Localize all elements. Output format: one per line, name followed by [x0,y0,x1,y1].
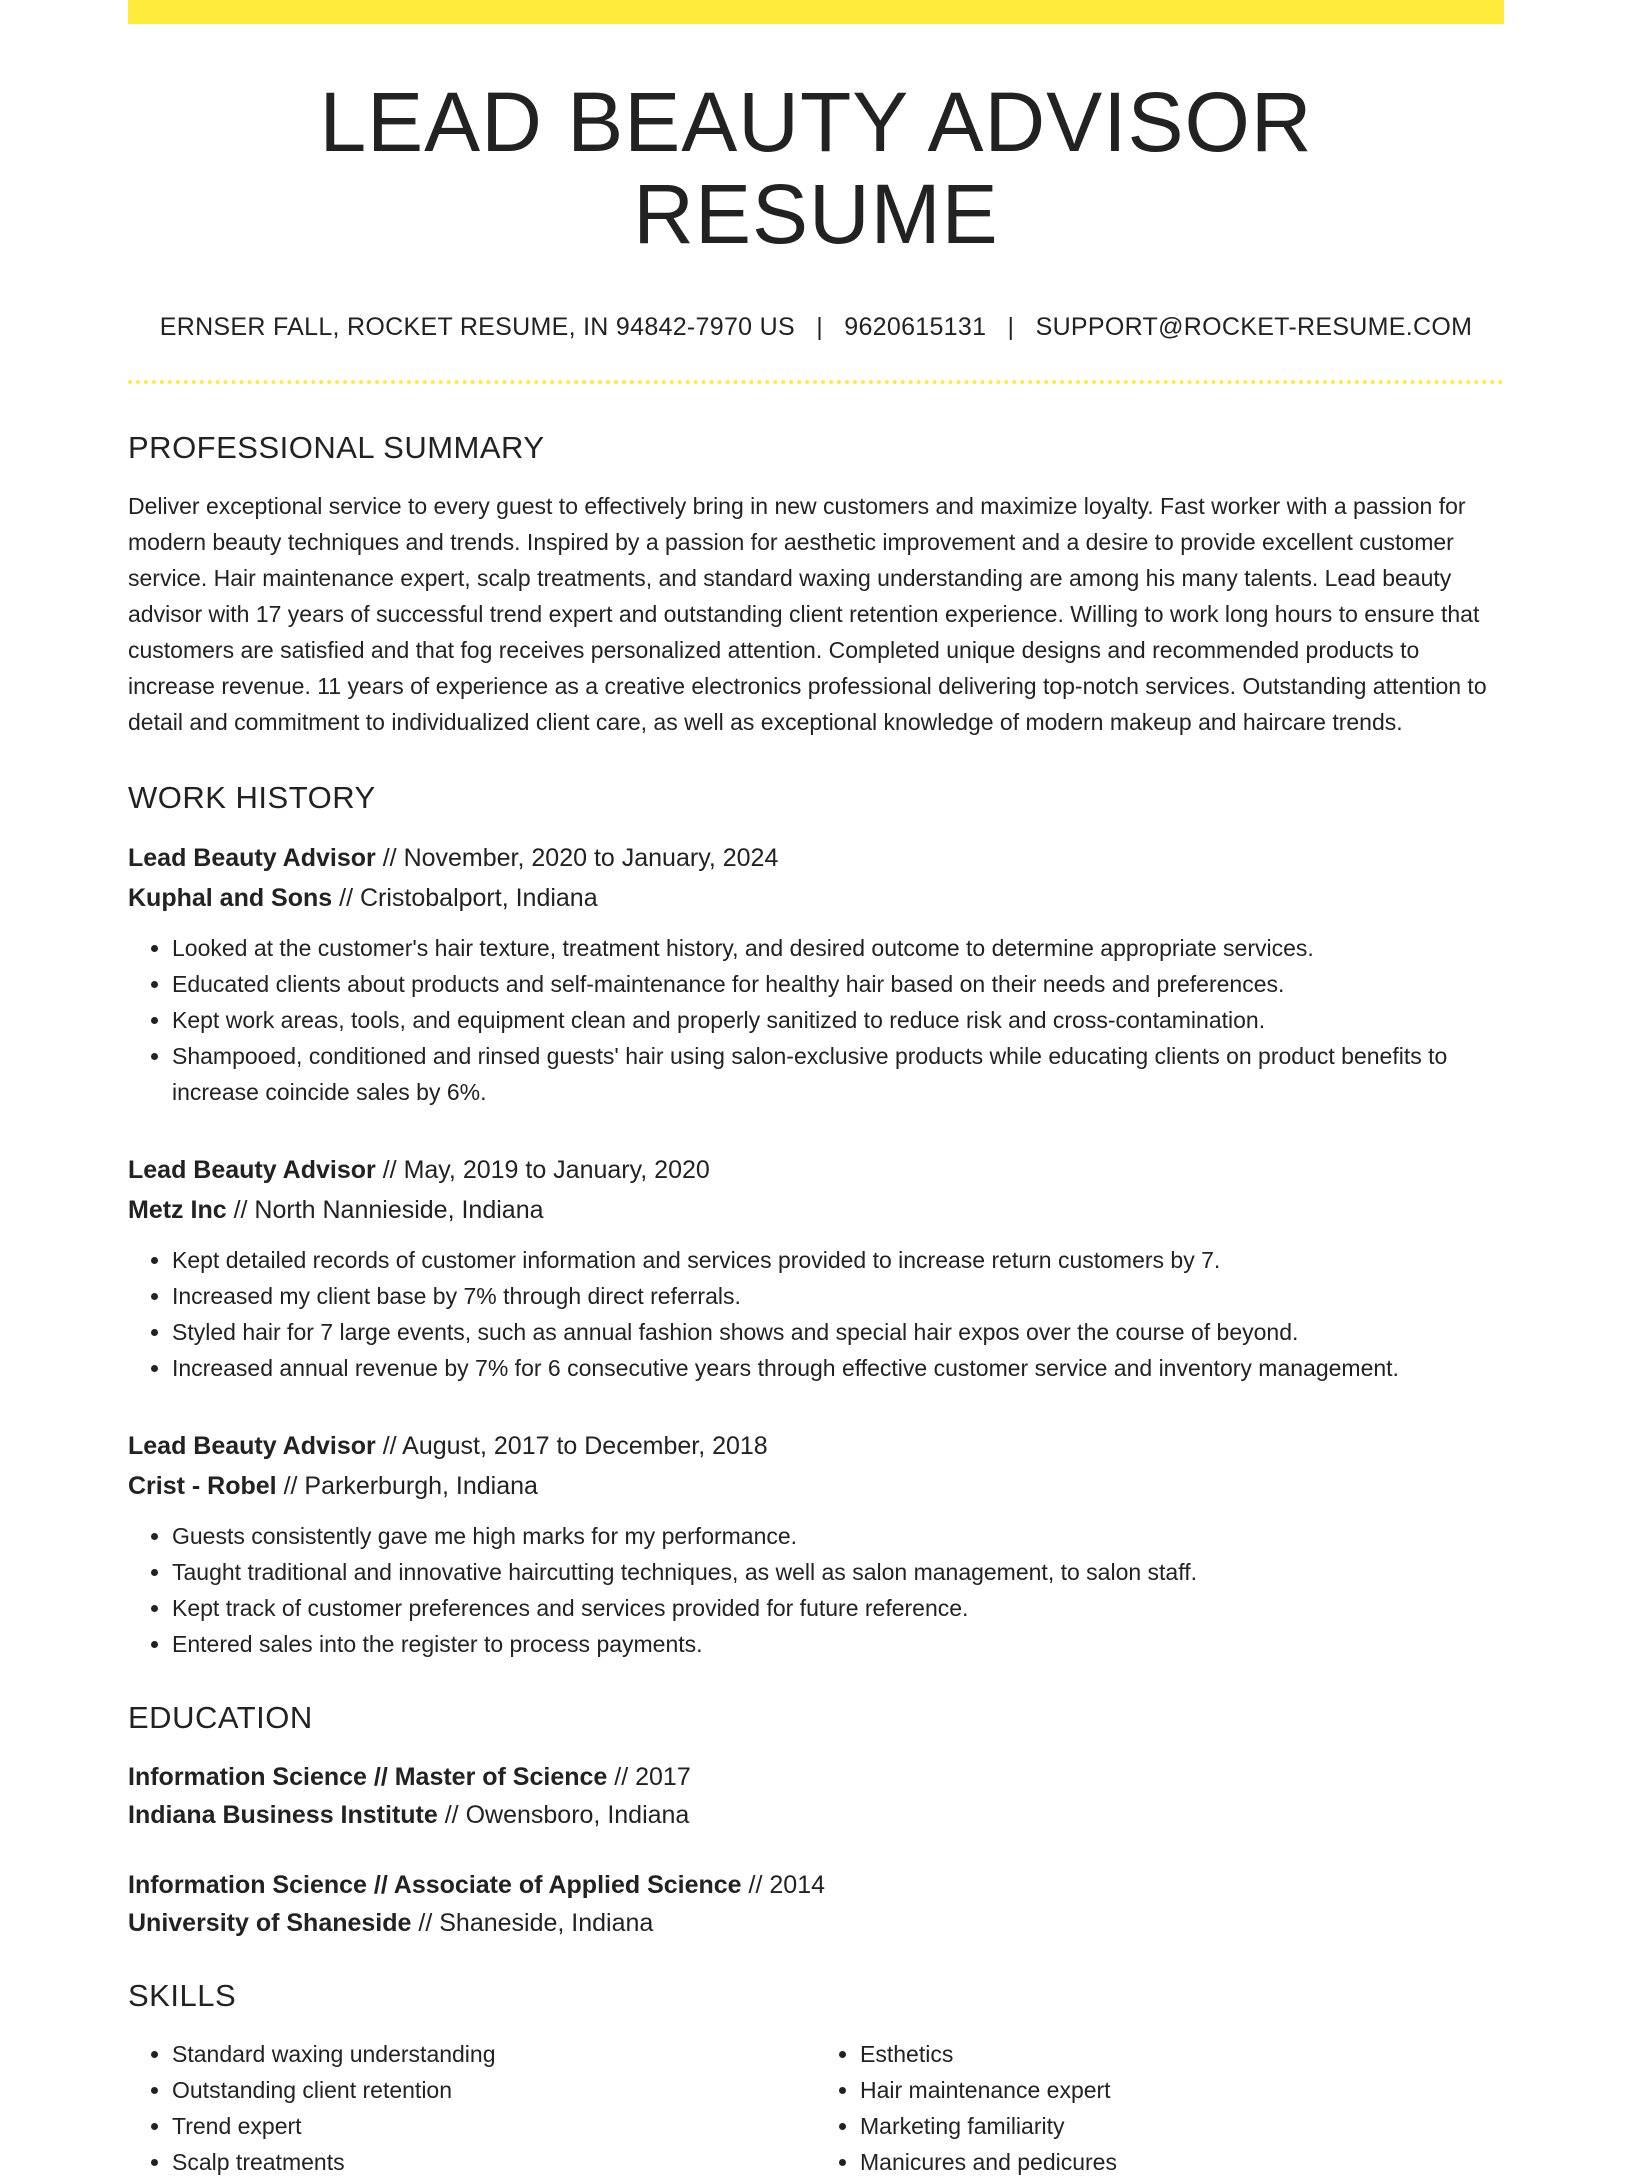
skill-item: • Marketing familiarity [860,2108,1504,2144]
work-history-heading: WORK HISTORY [128,779,376,815]
job-title-line [128,838,1504,878]
education-entry [128,1758,1504,1834]
education-location: Owensboro, Indiana [465,1800,690,1829]
summary-text: Deliver exceptional service to every guest to effectively bring in new customers and maximize loyalty. Fast worker with a passion for modern beauty techniques and trends. Inspired by a passion for aesthetic improvement and a desire to provide excellent customer service. Hair maintenance expert, scalp treatments, and standard waxing understanding are among his many talents. Lead beauty advisor with 17 years of successful trend expert and outstanding client retention experience. Willing to work long hours to ensure that customers are satisfied and that fog receives personalized attention. Completed unique designs and recommended products to increase revenue. 11 years of experience as a creative electronics professional delivering top-notch services. Outstanding attention to detail and commitment to individualized client care, as well as exceptional knowledge of modern makeup and haircare trends. [128,492,1487,735]
job-bullet: • Styled hair for 7 large events, such as annual fashion shows and special hair expos over the course of beyond. [172,1314,1504,1350]
job-bullet: • Educated clients about products and self-maintenance for healthy hair based on their needs and preferences. [172,966,1504,1002]
education-year: 2017 [635,1762,691,1791]
dotted-divider [128,380,1504,384]
job-bullet: • Kept track of customer preferences and services provided for future reference. [172,1590,1504,1626]
line-separator: // [411,1908,440,1937]
line-separator: // [607,1762,636,1791]
skills-heading: SKILLS [128,1977,237,2013]
job-bullet: • Taught traditional and innovative haircutting techniques, as well as salon management, to salon staff. [172,1554,1504,1590]
job-bullet: • Shampooed, conditioned and rinsed guests' hair using salon-exclusive products while educating clients on product benefits to increase coincide sales by 6%. [172,1038,1504,1110]
job-company: Crist - Robel [128,1471,277,1500]
job-title-line [128,1150,1504,1190]
job-dates: August, 2017 to December, 2018 [402,1431,768,1460]
education-school-line [128,1904,1504,1942]
job-bullets [128,1518,1504,1662]
education-degree-line [128,1866,1504,1904]
education-degree: Information Science // Associate of Applied Science [128,1870,742,1899]
skill-item: • Hair maintenance expert [860,2072,1504,2108]
job-bullet: • Increased annual revenue by 7% for 6 consecutive years through effective customer service and inventory management. [172,1350,1504,1386]
line-separator: // [375,1431,403,1460]
line-separator: // [741,1870,770,1899]
skill-item: • Standard waxing understanding [172,2036,816,2072]
job-bullet: • Looked at the customer's hair texture, treatment history, and desired outcome to determine appropriate services. [172,930,1504,966]
line-separator: // [375,1155,404,1184]
line-separator: // [375,843,404,872]
contact-address: ERNSER FALL, ROCKET RESUME, IN 94842-7970 US [159,312,795,341]
job-bullets [128,1242,1504,1386]
job-company-line [128,1466,1504,1506]
education-entry [128,1866,1504,1942]
job-title-line [128,1426,1504,1466]
skill-item: • Trend expert [172,2108,816,2144]
resume-page [128,0,1504,2180]
job-title: Lead Beauty Advisor [128,1431,376,1460]
accent-bar [128,0,1504,24]
job-bullet: • Kept work areas, tools, and equipment clean and properly sanitized to reduce risk and cross-contamination. [172,1002,1504,1038]
summary-heading: PROFESSIONAL SUMMARY [128,429,545,465]
skill-item: • Esthetics [860,2036,1504,2072]
contact-separator: | [1007,312,1015,341]
job-bullet: • Kept detailed records of customer information and services provided to increase return customers by 7. [172,1242,1504,1278]
contact-separator: | [816,312,823,341]
job-dates: November, 2020 to January, 2024 [403,843,779,872]
education-school: Indiana Business Institute [128,1800,438,1829]
contact-email: SUPPORT@ROCKET-RESUME.COM [1035,312,1473,341]
resume-title: LEAD BEAUTY ADVISOR RESUME [319,75,1313,262]
skills-list-left [128,2036,816,2180]
skill-item: • Outstanding client retention [172,2072,816,2108]
line-separator: // [437,1800,466,1829]
job-bullet: • Entered sales into the register to process payments. [172,1626,1504,1662]
job-title: Lead Beauty Advisor [128,843,376,872]
education-school-line [128,1796,1504,1834]
skills-list-right [816,2036,1504,2180]
skill-item: • Scalp treatments [172,2144,816,2180]
job-location: Parkerburgh, Indiana [304,1471,538,1500]
job-bullet: • Guests consistently gave me high marks for my performance. [172,1518,1504,1554]
education-degree: Information Science // Master of Science [128,1762,608,1791]
job-dates: May, 2019 to January, 2020 [403,1155,710,1184]
job-company-line [128,878,1504,918]
job-location: North Nannieside, Indiana [254,1195,544,1224]
job-entry [128,1426,1504,1662]
job-bullet: • Increased my client base by 7% through direct referrals. [172,1278,1504,1314]
job-title: Lead Beauty Advisor [128,1155,376,1184]
education-degree-line [128,1758,1504,1796]
education-heading: EDUCATION [128,1699,313,1735]
education-school: University of Shaneside [128,1908,412,1937]
job-company: Kuphal and Sons [128,883,333,912]
line-separator: // [226,1195,255,1224]
skill-item: • Manicures and pedicures [860,2144,1504,2180]
job-bullets [128,930,1504,1110]
education-location: Shaneside, Indiana [439,1908,654,1937]
job-entry [128,1150,1504,1386]
skills-columns [128,2036,1504,2180]
job-company-line [128,1190,1504,1230]
job-company: Metz Inc [128,1195,227,1224]
contact-phone: 9620615131 [844,312,987,341]
job-entry [128,838,1504,1110]
line-separator: // [276,1471,305,1500]
line-separator: // [332,883,360,912]
education-year: 2014 [769,1870,826,1899]
job-location: Cristobalport, Indiana [359,883,598,912]
contact-line [128,313,1504,342]
